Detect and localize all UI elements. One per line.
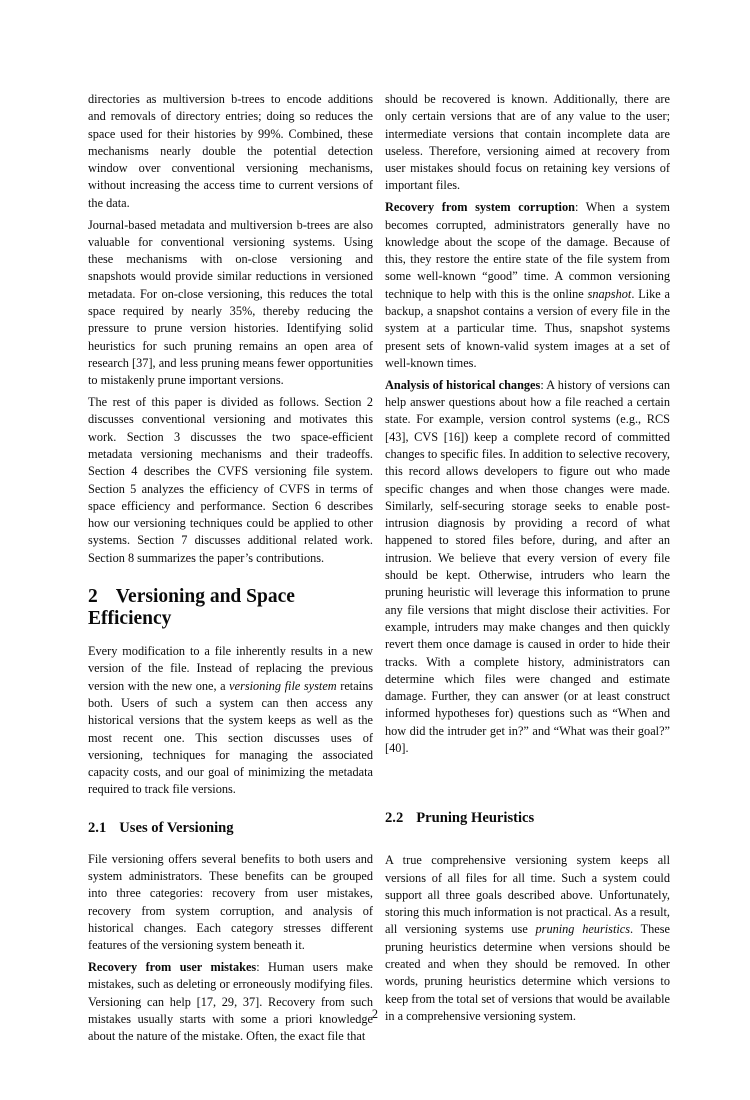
paragraph: File versioning offers several benefits to both users and system administrators. These benefits can be grouped into three categories: recovery from user mistakes, recovery from system corruption, and analysis of historical changes. Each category stresses different features of the versioning system beneath it. <box>88 851 373 953</box>
italic-term: versioning file system <box>229 678 337 693</box>
bold-lead: Analysis of historical changes <box>385 377 541 392</box>
subsection-number: 2.2 <box>385 810 404 827</box>
paragraph-text: : When a system becomes corrupted, administrators generally have no knowledge about the scope of the damage. Because of this, they restore the entire state of the file system from some well-known “good” time. A common versioning technique to help with this is the online <box>385 200 670 301</box>
bold-lead: Recovery from system corruption <box>385 200 575 215</box>
subsection-title: Uses of Versioning <box>119 819 234 836</box>
paragraph-text: : Human users make mistakes, such as deleting or erroneously modifying files. Versioning can help [17, 29, 37]. Recovery from such mistakes usually starts with some a priori knowledge about the nature of the mistake. Often, the exact file that <box>88 959 373 1044</box>
section-title: Versioning and Space Efficiency <box>88 586 295 630</box>
paragraph: directories as multiversion b-trees to encode additions and removals of directory entries; doing so reduces the space used for their histories by 99%. Combined, these mechanisms nearly double the potential detection window over conventional versioning mechanisms, without increasing the access time to current versions of the data. <box>88 92 373 210</box>
subsection-heading <box>385 810 670 827</box>
paragraph <box>385 199 670 372</box>
subsection-title: Pruning Heuristics <box>416 810 535 827</box>
paragraph-text: Every modification to a file inherently results in a new version of the file. Instead of replacing the previous version with the new one, a <box>88 644 373 693</box>
paragraph <box>385 377 670 758</box>
subsection-heading <box>88 820 373 837</box>
paragraph-text: . Like a backup, a snapshot contains a version of every file in the system at a particular time. Thus, snapshot systems present sets of known-valid system images at a set of well-known times. <box>385 286 670 370</box>
subsection-number: 2.1 <box>88 819 107 836</box>
paragraph-text: retains both. Users of such a system can then access any historical versions that the system keeps as well as the most recent one. This section discusses uses of versioning, techniques for managing the associated capacity costs, and our goal of minimizing the metadata required to track file versions. <box>88 678 373 797</box>
paragraph: should be recovered is known. Additionally, there are only certain versions that are of any value to the user; intermediate versions that contain incomplete data are useless. Therefore, versioning aimed at recovery from user mistakes should focus on retaining key versions of important files. <box>385 92 670 193</box>
left-column <box>88 91 373 1045</box>
italic-term: pruning heuristics <box>535 922 631 937</box>
paragraph-text: . These pruning heuristics determine when versions should be created and when they should be removed. In other words, pruning heuristics determine which versions to keep from the total set of versions that would be available in a comprehensive versioning system. <box>385 922 670 1023</box>
bold-lead: Recovery from user mistakes <box>88 959 257 974</box>
paragraph: Journal-based metadata and multiversion b-trees are also valuable for conventional versioning systems. Using these mechanisms with on-close versioning and snapshots would provide similar reductions in versioned metadata. For on-close versioning, this reduces the total space required by nearly 35%, thereby reducing the pressure to prune version histories. Identifying solid heuristics for such pruning remains an open area of research [37], and less pruning means fewer opportunities to mistakenly prune important versions. <box>88 217 373 388</box>
paragraph <box>88 643 373 799</box>
italic-term: snapshot <box>587 286 632 301</box>
paragraph-text: A true comprehensive versioning system keeps all versions of all files for all time. Such a system could support all three goals described above. Unfortunately, storing this much information is not practical. As a result, all versioning systems use <box>385 853 670 937</box>
paragraph-text: : A history of versions can help answer questions about how a file reached a certain state. For example, version control systems (e.g., RCS [43], CVS [16]) keep a complete record of committed changes to specific files. In addition to selective recovery, this record allows developers to figure out who made specific changes and when those changes were made. Similarly, self-securing storage seeks to enable post-intrusion diagnosis by providing a record of what happened to stored files before, during, and after an intrusion. We believe that every version of every file should be kept. Otherwise, intruders who learn the pruning heuristic will leverage this information to prune any file versions that might disclose their activities. For example, intruders may make changes and then quickly revert them once damage is caused in order to hide their tracks. With a complete history, administrators can determine which files were changed and estimate damage. Further, they can answer (or at least construct informed hypotheses for) questions such as “When and how did the intruder get in?” and “What was their goal?” [40]. <box>385 377 671 755</box>
section-number: 2 <box>88 586 98 608</box>
paragraph <box>88 959 373 1045</box>
paragraph: The rest of this paper is divided as follows. Section 2 discusses conventional versioning and motivates this work. Section 3 discusses the two space-efficient metadata versioning mechanisms and their tradeoffs. Section 4 describes the CVFS versioning file system. Section 5 analyzes the efficiency of CVFS in terms of space efficiency and performance. Section 6 describes how our versioning techniques could be applied to other systems. Section 7 discusses additional related work. Section 8 summarizes the paper’s contributions. <box>88 395 373 565</box>
right-column <box>385 91 670 1045</box>
section-heading <box>88 586 373 630</box>
paragraph <box>385 852 670 1025</box>
page-number: 2 <box>371 1007 379 1021</box>
two-column-body <box>88 91 670 1045</box>
